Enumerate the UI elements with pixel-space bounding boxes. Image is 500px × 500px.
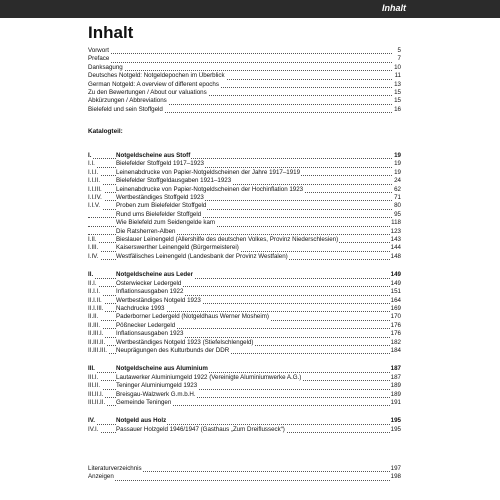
toc-entry-page: 19 (394, 152, 401, 159)
catalog-label: Katalogteil: (88, 128, 123, 135)
toc-entry-code: II.I.II. (88, 296, 102, 304)
toc-entry (88, 322, 401, 330)
toc-entry-page: 95 (394, 210, 401, 218)
toc-entry-title: Inflationsausgaben 1922 (116, 288, 184, 296)
toc-entry-page: 13 (394, 80, 401, 88)
toc-entry-page: 184 (390, 346, 401, 354)
toc-entry (88, 347, 401, 355)
toc-entry-code: II.III.I. (88, 330, 104, 338)
toc-entry-title: Osterwiecker Ledergeld (116, 279, 182, 287)
toc-entry-code: II.I.I. (88, 288, 101, 296)
toc-entry (88, 465, 401, 473)
toc-entry-title: Anzeigen (88, 473, 114, 481)
toc-entry (88, 194, 401, 202)
toc-entry-page: 151 (390, 288, 401, 296)
toc-entry (88, 288, 401, 296)
toc-entry (88, 55, 401, 63)
toc-entry-page: 176 (390, 330, 401, 338)
toc-entry-page: 80 (394, 202, 401, 210)
toc-entry-title: Wertbeständiges Notgeld 1923 (Stiefelschlengeld) (116, 338, 254, 346)
toc-entry-title: Bielefelder Stoffgeldausgaben 1921–1923 (116, 177, 232, 185)
toc-entry-page: 187 (390, 365, 401, 373)
toc-entry-title: Bielefeld und sein Stoffgeld (88, 105, 163, 113)
toc-entry (88, 169, 401, 177)
toc-entry-code: III.II. (88, 382, 101, 390)
toc-entry (88, 160, 401, 168)
toc-entry-title: Die Ratsherren-Alben (116, 227, 176, 235)
toc-entry-code: I.I.I. (88, 168, 99, 176)
toc-entry-title: Neuprägungen des Kulturbunds der DDR (116, 346, 230, 354)
toc-entry (88, 152, 401, 160)
toc-entry-page: 71 (394, 194, 401, 202)
toc-entry-title: Literaturverzeichnis (88, 465, 142, 472)
toc-entry-title: Bielefelder Stoffgeld 1917–1923 (116, 160, 204, 168)
toc-entry-code: II.III. (88, 321, 101, 329)
toc-entry-title: Deutsches Notgeld: Notgeldepochen im Überblick (88, 72, 225, 80)
toc-entry (88, 228, 401, 236)
toc-entry (88, 236, 401, 244)
toc-entry-title: Pößnecker Ledergeld (116, 321, 176, 329)
toc-entry-code: II. (88, 271, 94, 279)
toc-entry (88, 97, 401, 105)
header-bar (0, 0, 500, 18)
toc-entry-page: 62 (394, 185, 401, 193)
toc-entry (88, 382, 401, 390)
toc-entry (88, 313, 401, 321)
toc-entry (88, 47, 401, 55)
toc-entry-code: I.I.V. (88, 202, 101, 210)
toc-entry-code: III.II.II. (88, 398, 106, 406)
toc-entry-page: 149 (390, 271, 401, 279)
toc-entry-code: II.III.III. (88, 346, 107, 354)
dot-leader (88, 62, 392, 63)
toc-entry (88, 391, 401, 399)
toc-entry-code: II.III.II. (88, 338, 106, 346)
toc-entry-code: I. (88, 152, 92, 159)
toc-entry (88, 106, 401, 114)
toc-entry (88, 81, 401, 89)
toc-entry-page: 15 (394, 89, 401, 97)
toc-entry-title: Bieslauer Leinengeld (Allershilfe des deutschen Volkes, Provinz Niederschlesien) (116, 236, 339, 244)
toc-entry-page: 189 (390, 382, 401, 390)
dot-leader (88, 480, 392, 481)
toc-entry-page: 198 (390, 473, 401, 481)
toc-entry-title: Leinenabdrucke von Papier-Notgeldscheinen der Hochinflation 1923 (116, 185, 304, 193)
toc-entry-title: Zu den Bewertungen / About our valuations (88, 89, 207, 97)
toc-entry-code: I.II. (88, 236, 97, 244)
toc-entry-page: 19 (394, 168, 401, 176)
toc-entry-title: Abkürzungen / Abbreviations (88, 97, 167, 105)
toc-entry-title: Breisgau-Walzwerk G.m.b.H. (116, 390, 196, 398)
toc-entry-code: III.II.I. (88, 390, 104, 398)
toc-entry-code: I.I.III. (88, 185, 102, 193)
toc-entry-page: 11 (394, 72, 401, 80)
toc-entry (88, 186, 401, 194)
toc-entry-code: II.I.III. (88, 304, 104, 312)
back-matter-list (88, 465, 401, 482)
toc-entry-page: 16 (394, 105, 401, 113)
toc-entry (88, 72, 401, 80)
dot-leader (88, 70, 392, 71)
toc-entry-title: Preface (88, 55, 110, 63)
toc-entry-title: Rund ums Bielefelder Stoffgeld (116, 210, 202, 218)
toc-entry (88, 426, 401, 434)
section-gap (88, 261, 401, 271)
toc-entry (88, 399, 401, 407)
catalog-list (88, 152, 401, 434)
toc-entry (88, 297, 401, 305)
toc-entry (88, 89, 401, 97)
toc-entry-page: 7 (397, 55, 401, 63)
toc-entry (88, 374, 401, 382)
section-gap (88, 355, 401, 365)
toc-entry-page: 189 (390, 390, 401, 398)
toc-entry-title: Leinenabdrucke von Papier-Notgeldscheinen der Jahre 1917–1919 (116, 168, 301, 176)
toc-entry (88, 417, 401, 425)
toc-entry-code: I.I. (88, 160, 95, 168)
toc-entry-title: Gemeinde Teningen (116, 398, 172, 406)
toc-entry-title: Wie Bielefeld zum Seidengelde kam (116, 219, 216, 227)
toc-entry (88, 271, 401, 279)
toc-entry-title: Westfälisches Leinengeld (Landesbank der Provinz Westfalen) (116, 252, 288, 260)
toc-entry-page: 182 (390, 338, 401, 346)
toc-entry-title: Nachdrucke 1993 (116, 304, 165, 312)
toc-entry-title: Teninger Aluminiumgeld 1923 (116, 382, 198, 390)
toc-entry-title: Lautawerker Aluminiumgeld 1922 (Vereinigte Aluminiumwerke A.G.) (116, 373, 302, 381)
toc-entry (88, 473, 401, 481)
toc-entry-code: I.IV. (88, 252, 99, 260)
front-matter-list (88, 47, 401, 114)
toc-entry-code: II.I. (88, 279, 97, 287)
toc-entry-page: 19 (394, 160, 401, 168)
toc-entry (88, 253, 401, 261)
toc-entry-page: 191 (390, 398, 401, 406)
toc-entry (88, 177, 401, 185)
toc-entry-code: I.III. (88, 244, 99, 252)
toc-entry-title: German Notgeld: A overview of different epochs (88, 80, 219, 88)
toc-entry-title: Notgeldscheine aus Stoff (116, 152, 191, 159)
toc-entry-page: 176 (390, 321, 401, 329)
toc-entry-code: III.I. (88, 373, 99, 381)
toc-entry-page: 164 (390, 296, 401, 304)
toc-entry-title: Paderborner Ledergeld (Notgeldhaus Werner Mosheim) (116, 313, 269, 321)
toc-entry-page: 143 (390, 236, 401, 244)
toc-entry-title: Kaiserswerther Leinengeld (Bürgermeisterei) (116, 244, 239, 252)
toc-entry-page: 15 (394, 97, 401, 105)
toc-entry (88, 339, 401, 347)
toc-entry-code: II.II. (88, 313, 99, 321)
toc-entry-page: 148 (390, 252, 401, 260)
toc-entry-title: Passauer Holzgeld 1946/1947 (Gasthaus „Zum Dreiflusseck“) (116, 425, 285, 433)
toc-entry-title: Notgeldscheine aus Aluminium (116, 365, 208, 373)
toc-entry (88, 330, 401, 338)
toc-entry-title: Proben zum Bielefelder Stoffgeld (116, 202, 207, 210)
toc-entry-code: IV. (88, 417, 95, 425)
toc-entry-page: 149 (390, 279, 401, 287)
toc-entry-code: I.I.II. (88, 177, 101, 185)
toc-entry (88, 211, 401, 219)
toc-entry-page: 118 (391, 219, 401, 227)
toc-entry (88, 365, 401, 373)
toc-entry-title: Danksagung (88, 63, 123, 71)
toc-entry-page: 5 (397, 47, 401, 54)
toc-entry (88, 202, 401, 210)
toc-entry-page: 123 (390, 227, 401, 235)
toc-entry (88, 280, 401, 288)
toc-entry (88, 305, 401, 313)
toc-entry (88, 64, 401, 72)
toc-entry-page: 197 (390, 465, 401, 472)
toc-entry (88, 244, 401, 252)
toc-entry (88, 219, 401, 227)
toc-entry-code: III. (88, 365, 95, 373)
toc-entry-page: 144 (390, 244, 401, 252)
running-header: Inhalt (382, 3, 406, 13)
section-gap (88, 407, 401, 417)
toc-entry-page: 195 (390, 425, 401, 433)
toc-entry-title: Wertbeständiges Notgeld 1923 (116, 296, 201, 304)
toc-entry-page: 24 (394, 177, 401, 185)
dot-leader (88, 53, 392, 54)
toc-entry-title: Vorwort (88, 47, 109, 54)
toc-entry-title: Wertbeständiges Stoffgeld 1923 (116, 194, 204, 202)
toc-entry-page: 187 (390, 373, 401, 381)
toc-entry-title: Inflationsausgaben 1923 (116, 330, 184, 338)
page-title: Inhalt (88, 23, 134, 42)
toc-entry-code: I.I.IV. (88, 194, 102, 202)
toc-entry-title: Notgeld aus Holz (116, 417, 167, 425)
toc-entry-code: IV.I. (88, 425, 99, 433)
toc-entry-page: 195 (390, 417, 401, 425)
toc-entry-page: 169 (390, 304, 401, 312)
toc-entry-page: 170 (390, 313, 401, 321)
toc-entry-page: 10 (394, 63, 401, 71)
toc-entry-title: Notgeldscheine aus Leder (116, 271, 194, 279)
